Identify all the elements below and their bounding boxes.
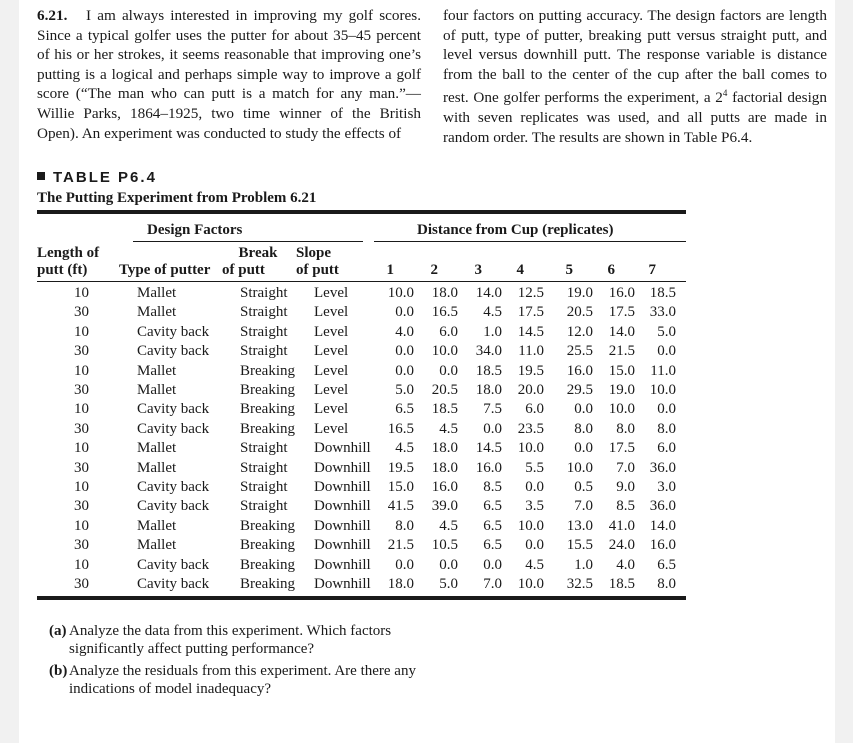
exponent: 4 (722, 88, 728, 99)
length-cell: 30 (74, 498, 89, 515)
slope-cell: Level (314, 323, 349, 340)
break-cell: Breaking (240, 556, 295, 573)
rep7-cell: 0.0 (657, 401, 676, 418)
rep5-cell: 1.0 (574, 556, 593, 573)
rep4-cell: 23.5 (517, 420, 544, 437)
header-bottom-rule (37, 281, 686, 282)
textbook-page (19, 0, 835, 743)
rep6-cell: 14.0 (608, 323, 635, 340)
break-cell: Breaking (240, 362, 295, 379)
rep3-cell: 16.0 (475, 459, 502, 476)
rep2-cell: 39.0 (431, 498, 458, 515)
intro-text-right-b: factorial design with seven replicates was used, and all putts are made in random order. The results are shown in Table P6.4. (443, 89, 827, 146)
rep6-cell: 4.0 (616, 556, 635, 573)
rep7-cell: 36.0 (649, 459, 676, 476)
header-rep-1: 1 (386, 262, 394, 278)
rep2-cell: 16.0 (431, 479, 458, 495)
rep1-cell: 10.0 (387, 285, 414, 301)
rep2-cell: 18.0 (431, 440, 458, 457)
length-cell: 10 (74, 323, 89, 340)
rep1-cell: 5.0 (395, 382, 414, 398)
header-rep-3: 3 (474, 262, 482, 278)
rep3-cell: 18.5 (475, 362, 502, 379)
rep1-cell: 0.0 (395, 304, 414, 321)
problem-intro (37, 6, 827, 147)
rep1-cell: 21.5 (387, 537, 414, 554)
header-type: Type of putter (119, 262, 211, 278)
rep6-cell: 24.0 (608, 537, 635, 554)
rep4-cell: 20.0 (517, 382, 544, 398)
break-cell: Breaking (240, 576, 295, 592)
rep3-cell: 4.5 (483, 304, 502, 321)
header-rep-5: 5 (565, 262, 573, 278)
break-cell: Straight (240, 498, 288, 515)
rep6-cell: 18.5 (608, 576, 635, 592)
break-cell: Breaking (240, 537, 295, 554)
length-cell: 30 (74, 420, 89, 437)
rep5-cell: 25.5 (566, 343, 593, 360)
rep3-cell: 6.5 (483, 517, 502, 534)
rep6-cell: 8.0 (616, 420, 635, 437)
break-cell: Breaking (240, 420, 295, 437)
rep3-cell: 14.5 (475, 440, 502, 457)
slope-cell: Downhill (314, 498, 371, 515)
rep4-cell: 4.5 (525, 556, 544, 573)
break-cell: Straight (240, 343, 288, 360)
rep2-cell: 18.5 (431, 401, 458, 418)
rep2-cell: 4.5 (439, 517, 458, 534)
group-header-design: Design Factors (147, 222, 243, 238)
rep5-cell: 7.0 (574, 498, 593, 515)
table-row (37, 324, 687, 343)
table-row (37, 479, 687, 498)
rep7-cell: 8.0 (657, 420, 676, 437)
header-slope (296, 245, 339, 279)
table-row (37, 382, 687, 401)
rep6-cell: 41.0 (608, 517, 635, 534)
type-cell: Cavity back (137, 343, 210, 360)
header-length-2: putt (ft) (37, 262, 88, 278)
table-caption: The Putting Experiment from Problem 6.21 (37, 190, 317, 206)
rep6-cell: 10.0 (608, 401, 635, 418)
rep5-cell: 20.5 (566, 304, 593, 321)
type-cell: Cavity back (137, 498, 210, 515)
slope-cell: Level (314, 362, 349, 379)
intro-column-right (443, 6, 827, 147)
rep4-cell: 11.0 (518, 343, 544, 360)
rep5-cell: 29.5 (566, 382, 593, 398)
rep1-cell: 0.0 (395, 343, 414, 360)
type-cell: Cavity back (137, 576, 210, 592)
slope-cell: Level (314, 382, 349, 398)
rep2-cell: 5.0 (439, 576, 458, 592)
type-cell: Mallet (137, 362, 177, 379)
rep3-cell: 14.0 (475, 285, 502, 301)
slope-cell: Downhill (314, 517, 371, 534)
rep5-cell: 0.5 (574, 479, 593, 495)
table-label-text: TABLE P6.4 (53, 169, 157, 186)
break-cell: Straight (240, 440, 288, 457)
table-top-rule (37, 210, 686, 214)
rep5-cell: 15.5 (566, 537, 593, 554)
table-bottom-rule (37, 596, 686, 600)
length-cell: 30 (74, 459, 89, 476)
rep3-cell: 7.5 (483, 401, 502, 418)
rep5-cell: 16.0 (566, 362, 593, 379)
rep3-cell: 0.0 (483, 556, 502, 573)
table-row (37, 518, 687, 537)
rep6-cell: 8.5 (616, 498, 635, 515)
table-row (37, 576, 687, 595)
rep4-cell: 0.0 (525, 537, 544, 554)
rep5-cell: 8.0 (574, 420, 593, 437)
table-row (37, 460, 687, 479)
rep2-cell: 4.5 (439, 420, 458, 437)
rep2-cell: 6.0 (439, 323, 458, 340)
rep1-cell: 4.0 (395, 323, 414, 340)
rep7-cell: 6.0 (657, 440, 676, 457)
break-cell: Breaking (240, 517, 295, 534)
slope-cell: Level (314, 285, 349, 301)
header-rep-4: 4 (516, 262, 524, 278)
table-row (37, 440, 687, 459)
rep2-cell: 10.5 (431, 537, 458, 554)
rep5-cell: 13.0 (566, 517, 593, 534)
rep7-cell: 3.0 (657, 479, 676, 495)
rep5-cell: 0.0 (574, 440, 593, 457)
header-rep-2: 2 (430, 262, 438, 278)
table-row (37, 343, 687, 362)
break-cell: Straight (240, 285, 288, 301)
rep2-cell: 20.5 (431, 382, 458, 398)
rep3-cell: 18.0 (475, 382, 502, 398)
table-row (37, 363, 687, 382)
rep5-cell: 32.5 (566, 576, 593, 592)
type-cell: Cavity back (137, 479, 210, 495)
header-length-1: Length of (37, 245, 100, 261)
table-label (37, 169, 157, 186)
length-cell: 10 (74, 362, 89, 379)
rep1-cell: 15.0 (387, 479, 414, 495)
rep6-cell: 21.5 (608, 343, 635, 360)
intro-text-left: I am always interested in improving my golf scores. Since a typical golfer uses the putter for about 35–45 percent of his or her strokes, it seems reasonable that improving one’s putting is a logical and perhaps simple way to improve a golf score (“The man who can putt is a match for any man.”—Willie Parks, 1864–1925, two time winner of the British Open). An experiment was conducted to study the effects of (37, 7, 422, 142)
header-break (222, 245, 294, 279)
length-cell: 10 (74, 556, 89, 573)
rep3-cell: 34.0 (475, 343, 502, 360)
length-cell: 10 (74, 440, 89, 457)
rep3-cell: 0.0 (483, 420, 502, 437)
problem-number: 6.21. (37, 7, 68, 24)
rep2-cell: 10.0 (431, 343, 458, 360)
header-slope-1: Slope (296, 245, 332, 261)
length-cell: 10 (74, 401, 89, 418)
length-cell: 10 (74, 479, 89, 495)
type-cell: Mallet (137, 537, 177, 554)
type-cell: Mallet (137, 440, 177, 457)
rep5-cell: 12.0 (566, 323, 593, 340)
rep7-cell: 16.0 (649, 537, 676, 554)
rep1-cell: 19.5 (387, 459, 414, 476)
rep7-cell: 10.0 (649, 382, 676, 398)
length-cell: 30 (74, 537, 89, 554)
slope-cell: Level (314, 304, 349, 321)
slope-cell: Level (314, 343, 349, 360)
question-b-label: (b) (49, 663, 68, 679)
slope-cell: Level (314, 420, 349, 437)
header-rep-7: 7 (648, 262, 656, 278)
length-cell: 30 (74, 304, 89, 321)
group-header-distance: Distance from Cup (replicates) (417, 222, 614, 238)
rep4-cell: 10.0 (517, 440, 544, 457)
rep7-cell: 18.5 (649, 285, 676, 301)
question-a-label: (a) (49, 623, 67, 639)
rep6-cell: 17.5 (608, 440, 635, 457)
length-cell: 30 (74, 343, 89, 360)
rep6-cell: 19.0 (608, 382, 635, 398)
header-break-1: Break (238, 245, 278, 261)
rep4-cell: 6.0 (525, 401, 544, 418)
length-cell: 30 (74, 382, 89, 398)
rep6-cell: 16.0 (608, 285, 635, 301)
break-cell: Straight (240, 304, 288, 321)
break-cell: Straight (240, 323, 288, 340)
table-row (37, 557, 687, 576)
rep1-cell: 4.5 (395, 440, 414, 457)
rep4-cell: 3.5 (525, 498, 544, 515)
square-bullet-icon (37, 172, 45, 180)
type-cell: Cavity back (137, 323, 210, 340)
rep3-cell: 6.5 (483, 537, 502, 554)
type-cell: Mallet (137, 382, 177, 398)
rep2-cell: 18.0 (431, 285, 458, 301)
rep1-cell: 16.5 (387, 420, 414, 437)
table-row (37, 421, 687, 440)
rep4-cell: 19.5 (517, 362, 544, 379)
type-cell: Cavity back (137, 556, 210, 573)
table-row (37, 498, 687, 517)
question-b (49, 662, 421, 698)
slope-cell: Downhill (314, 440, 371, 457)
question-list (49, 622, 421, 702)
rep2-cell: 0.0 (439, 362, 458, 379)
rep6-cell: 9.0 (616, 479, 635, 495)
header-length (37, 245, 99, 279)
distance-group-rule (374, 241, 686, 242)
rep4-cell: 10.0 (517, 517, 544, 534)
length-cell: 30 (74, 576, 89, 592)
question-a (49, 622, 421, 658)
type-cell: Cavity back (137, 401, 210, 418)
rep6-cell: 17.5 (608, 304, 635, 321)
rep4-cell: 17.5 (517, 304, 544, 321)
rep6-cell: 15.0 (608, 362, 635, 379)
rep5-cell: 19.0 (566, 285, 593, 301)
slope-cell: Downhill (314, 479, 371, 495)
rep4-cell: 0.0 (525, 479, 544, 495)
rep1-cell: 6.5 (395, 401, 414, 418)
rep5-cell: 0.0 (574, 401, 593, 418)
rep7-cell: 36.0 (649, 498, 676, 515)
rep1-cell: 41.5 (387, 498, 414, 515)
header-rep-6: 6 (607, 262, 615, 278)
rep6-cell: 7.0 (616, 459, 635, 476)
rep7-cell: 11.0 (650, 362, 676, 379)
rep1-cell: 18.0 (387, 576, 414, 592)
break-cell: Breaking (240, 382, 295, 398)
slope-cell: Downhill (314, 459, 371, 476)
type-cell: Mallet (137, 517, 177, 534)
rep7-cell: 5.0 (657, 323, 676, 340)
break-cell: Straight (240, 479, 288, 495)
table-row (37, 537, 687, 556)
rep5-cell: 10.0 (566, 459, 593, 476)
type-cell: Mallet (137, 285, 177, 301)
type-cell: Mallet (137, 304, 177, 321)
rep7-cell: 0.0 (657, 343, 676, 360)
rep7-cell: 14.0 (649, 517, 676, 534)
intro-column-left (37, 6, 421, 147)
question-b-text: Analyze the residuals from this experiment. Are there any indications of model inadequacy? (69, 663, 416, 697)
rep2-cell: 18.0 (431, 459, 458, 476)
rep2-cell: 16.5 (431, 304, 458, 321)
question-a-text: Analyze the data from this experiment. Which factors significantly affect putting performance? (69, 623, 392, 657)
rep2-cell: 0.0 (439, 556, 458, 573)
rep4-cell: 5.5 (525, 459, 544, 476)
table-row (37, 304, 687, 323)
rep4-cell: 14.5 (517, 323, 544, 340)
type-cell: Cavity back (137, 420, 210, 437)
slope-cell: Downhill (314, 556, 371, 573)
rep3-cell: 6.5 (483, 498, 502, 515)
rep7-cell: 33.0 (649, 304, 676, 321)
length-cell: 10 (74, 285, 89, 301)
rep7-cell: 6.5 (657, 556, 676, 573)
rep1-cell: 0.0 (395, 362, 414, 379)
rep4-cell: 10.0 (517, 576, 544, 592)
rep1-cell: 8.0 (395, 517, 414, 534)
rep3-cell: 1.0 (483, 323, 502, 340)
design-group-rule (133, 241, 363, 242)
rep1-cell: 0.0 (395, 556, 414, 573)
rep7-cell: 8.0 (657, 576, 676, 592)
table-row (37, 401, 687, 420)
slope-cell: Downhill (314, 537, 371, 554)
slope-cell: Level (314, 401, 349, 418)
break-cell: Breaking (240, 401, 295, 418)
rep4-cell: 12.5 (517, 285, 544, 301)
length-cell: 10 (74, 517, 89, 534)
break-cell: Straight (240, 459, 288, 476)
rep3-cell: 8.5 (483, 479, 502, 495)
header-slope-2: of putt (296, 262, 339, 278)
header-break-2: of putt (222, 262, 265, 278)
table-row (37, 285, 687, 304)
slope-cell: Downhill (314, 576, 371, 592)
rep3-cell: 7.0 (483, 576, 502, 592)
intro-text-right-a: four factors on putting accuracy. The design factors are length of putt, type of putter, breaking putt versus straight putt, and level versus downhill putt. The response variable is distance from the ball to the center of the cup after the ball comes to rest. One golfer performs the experiment, a 2 (443, 7, 827, 107)
type-cell: Mallet (137, 459, 177, 476)
